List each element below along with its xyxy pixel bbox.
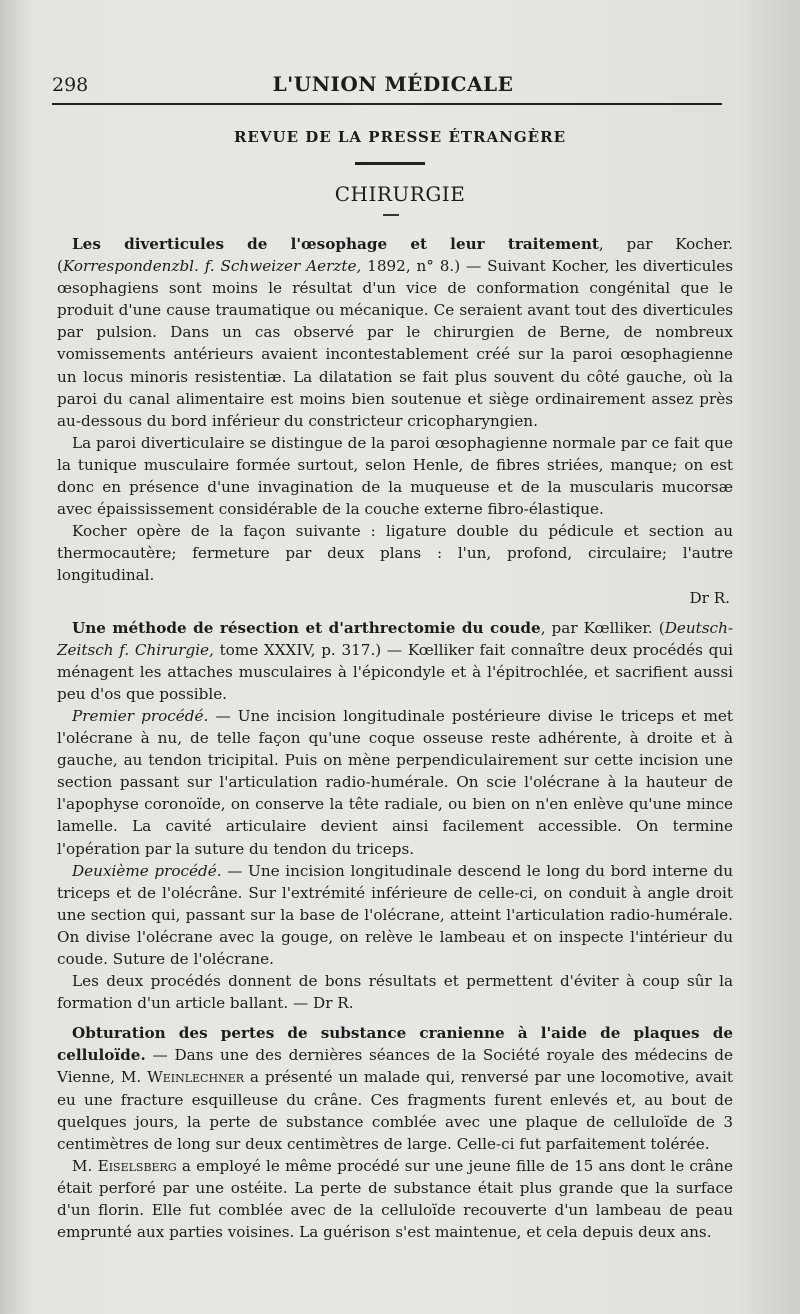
article-paragraph: La paroi diverticulaire se distingue de la paroi œsophagienne normale par ce fait que la tunique musculaire formée surtout, selon Henle, de fibres striées, manque; on est donc en présence d'une invagination de la muqueuse et de la muscularis mucorsæ avec épaississement considérable de la couche externe fibro-élastique. bbox=[57, 433, 733, 519]
article-paragraph bbox=[57, 705, 733, 860]
article-paragraph bbox=[57, 617, 733, 705]
article-paragraph: Kocher opère de la façon suivante : ligature double du pédicule et section au thermocautère; fermeture par deux plans : l'un, profond, circulaire; l'autre longitudinal. bbox=[57, 522, 733, 585]
article-paragraph bbox=[57, 1022, 733, 1155]
article-text: a employé le même procédé sur une jeune fille de 15 ans dont le crâne était perforé par une ostéite. La perte de substance était plus grande que la surface d'un florin. Elle fut comblée avec de la celluloïde recouverte d'un lambeau de peau emprunté aux parties voisines. La guérison s'est maintenue, et cela depuis deux ans. bbox=[57, 1156, 733, 1242]
article-title: Une méthode de résection et d'arthrectomie du coude bbox=[72, 618, 541, 637]
article-paragraph bbox=[57, 233, 733, 432]
article-text: — Une incision longitudinale descend le long du bord interne du triceps et de l'olécrâne. Sur l'extrémité inférieure de celle-ci, on conduit à angle droit une section qui, passant sur la base de l'olécrane, atteint l'articulation radio-humérale. On divise l'olécrane avec la gouge, on relève le lambeau et on inspecte l'intérieur du coude. Suture de l'olécrane. bbox=[57, 861, 733, 968]
person-name: Eiselsberg bbox=[97, 1156, 177, 1175]
journal-title: L'UNION MÉDICALE bbox=[272, 72, 514, 96]
article-text: — Dans une des dernières séances de la Société royale des médecins de Vienne, M. bbox=[57, 1046, 733, 1087]
article-title: Les diverticules de l'œsophage et leur traitement bbox=[72, 235, 599, 253]
article-text: 1892, n° 8.) — Suivant Kocher, les diverticules œsophagiens sont moins le résultat d'un vice de conformation congénital que le produit d'une cause traumatique ou mécanique. Ce seraient avant tout des diverticules par pulsion. Dans un cas observé par le chirurgien de Berne, de nombreux vomissements antérieurs avaient incontestablement créé sur la paroi œsophagienne un locus minoris resistentiæ. La dilatation se fait plus souvent du côté gauche, où la paroi du canal alimentaire est moins bien soutenue et siège ordinairement assez près au-dessous du bord inférieur du constricteur cricopharyngien. bbox=[57, 257, 733, 430]
article-source: Deutsch-Zeitsch f. Chirurgie, bbox=[57, 618, 733, 659]
article-title: Obturation des pertes de substance cranienne à l'aide de plaques de celluloïde. bbox=[57, 1024, 733, 1065]
header-rule bbox=[52, 103, 722, 105]
subject-title: CHIRURGIE bbox=[334, 182, 466, 206]
article-source: Korrespondenzbl. f. Schweizer Aerzte, bbox=[62, 257, 362, 276]
procedure-label: Premier procédé. bbox=[72, 706, 209, 725]
running-head bbox=[48, 70, 738, 100]
section-rule bbox=[355, 162, 425, 165]
procedure-label: Deuxième procédé. bbox=[72, 861, 222, 880]
article-text: tome XXXIV, p. 317.) — Kœlliker fait connaître deux procédés qui ménagent les attaches musculaires à l'épicondyle et à l'épitrochlée, et sacrifient aussi peu d'os que possible. bbox=[57, 640, 733, 703]
article-text: M. bbox=[72, 1156, 98, 1175]
article-text: a présenté un malade qui, renversé par une locomotive, avait eu une fracture esquilleuse du crâne. Ces fragments furent enlevés et, au bout de quelques jours, la perte de substance comblée avec une plaque de celluloïde de 3 centimètres de long sur deux centimètres de large. Celle-ci fut parfaitement tolérée. bbox=[57, 1068, 733, 1153]
article-paragraph: Les deux procédés donnent de bons résultats et permettent d'éviter à coup sûr la formation d'un article ballant. — Dr R. bbox=[57, 972, 733, 1013]
article-diverticules bbox=[57, 233, 733, 609]
article-paragraph bbox=[57, 860, 733, 970]
article-body bbox=[57, 233, 733, 1251]
person-name: Weinlechner bbox=[147, 1068, 245, 1087]
page-number: 298 bbox=[52, 74, 89, 96]
subject-dash bbox=[383, 214, 399, 216]
article-celluloide bbox=[57, 1022, 733, 1243]
article-byline: , par Kœlliker. ( bbox=[540, 618, 665, 637]
article-signature: Dr R. bbox=[689, 588, 730, 607]
section-title: REVUE DE LA PRESSE ÉTRANGÈRE bbox=[233, 128, 567, 146]
article-byline: , par Kocher. ( bbox=[57, 235, 733, 276]
article-coude bbox=[57, 617, 733, 1015]
article-paragraph bbox=[57, 1155, 733, 1243]
article-text: — Une incision longitudinale postérieure divise le triceps et met l'olécrane à nu, de telle façon qu'une coque osseuse reste adhérente, à droite et à gauche, au tendon tricipital. Puis on mène perpendiculairement sur cette incision une section passant sur l'articulation radio-humérale. On scie l'olécrane à la hauteur de l'apophyse coronoïde, on conserve la tête radiale, ou bien on n'en enlève qu'une mince lamelle. La cavité articulaire devient ainsi facilement accessible. On termine l'opération par la suture du tendon du triceps. bbox=[57, 706, 733, 858]
